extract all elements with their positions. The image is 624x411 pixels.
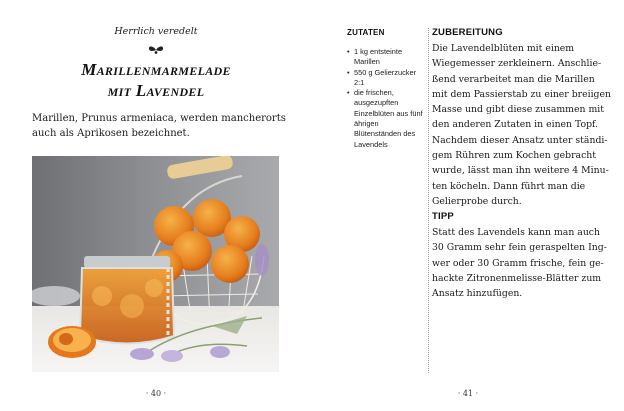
text-line: Ansatz hinzufügen.: [432, 288, 523, 300]
text-line: Die Lavendelblüten mit einem: [432, 43, 575, 54]
text-line: wer oder 30 Gramm frische, fein ge-: [432, 257, 604, 269]
page-number-right: · 41 ·: [457, 389, 479, 398]
text-line: hackte Zitronenmelisse-Blätter zum: [432, 272, 602, 284]
ingredient-text: die frischen, ausgezupften Einzelblüten aus fünf ährigen Blütenständen des Lavendels: [354, 88, 423, 149]
text-line: Nachdem dieser Ansatz unter ständi-: [432, 134, 608, 146]
text-line: den anderen Zutaten in einen Topf.: [432, 119, 599, 131]
title-line-2: mit Lavendel: [107, 81, 205, 100]
ingredients-heading: ZUTATEN: [347, 28, 385, 37]
page-number-left: · 40 ·: [145, 389, 167, 398]
text-line: ten köcheln. Dann führt man die: [432, 180, 586, 192]
text-line: Statt des Lavendels kann man auch: [432, 227, 600, 238]
text-line: wurde, lässt man ihn weitere 4 Minu-: [432, 165, 609, 177]
text-line: mit dem Passierstab zu einer breiigen: [432, 88, 611, 100]
text-line: Wiegemesser zerkleinern. Anschlie-: [432, 58, 602, 70]
ornament-icon: [0, 42, 312, 60]
list-item: • 1 kg entsteinte Marillen: [347, 47, 403, 67]
jam-photo: [32, 156, 279, 372]
page-title: [0, 59, 312, 101]
ingredient-text: 550 g Gelierzucker 2:1: [354, 67, 417, 87]
text-line: 30 Gramm sehr fein geraspelten Ing-: [432, 242, 607, 254]
tip-heading: TIPP: [432, 211, 454, 222]
title-line-1: Marillenmarmelade: [81, 60, 231, 79]
ingredients-list: [347, 47, 425, 150]
right-page: [312, 0, 624, 411]
text-line: gem Rühren zum Kochen gebracht: [432, 150, 596, 162]
column-divider: [428, 28, 429, 373]
ingredient-text: 1 kg entsteinte Marillen: [354, 47, 403, 67]
list-item: • 550 g Gelierzucker 2:1: [347, 67, 417, 87]
preparation-heading: ZUBEREITUNG: [432, 27, 503, 38]
text-line: Masse und gibt diese zusammen mit: [432, 104, 604, 116]
tip-text: [432, 225, 607, 301]
preparation-text: [432, 41, 611, 209]
intro-text: Marillen, Prunus armeniaca, werden mancherorts auch als Aprikosen bezeichnet.: [32, 113, 286, 139]
kicker: Herrlich veredelt: [114, 26, 198, 37]
text-line: Gelierprobe durch.: [432, 195, 522, 207]
list-item: • die frischen, ausgezupften Einzelblüten aus fünf ährigen Blütenständen des Lavendels: [347, 88, 423, 149]
text-line: ßend verarbeitet man die Marillen: [432, 73, 595, 85]
